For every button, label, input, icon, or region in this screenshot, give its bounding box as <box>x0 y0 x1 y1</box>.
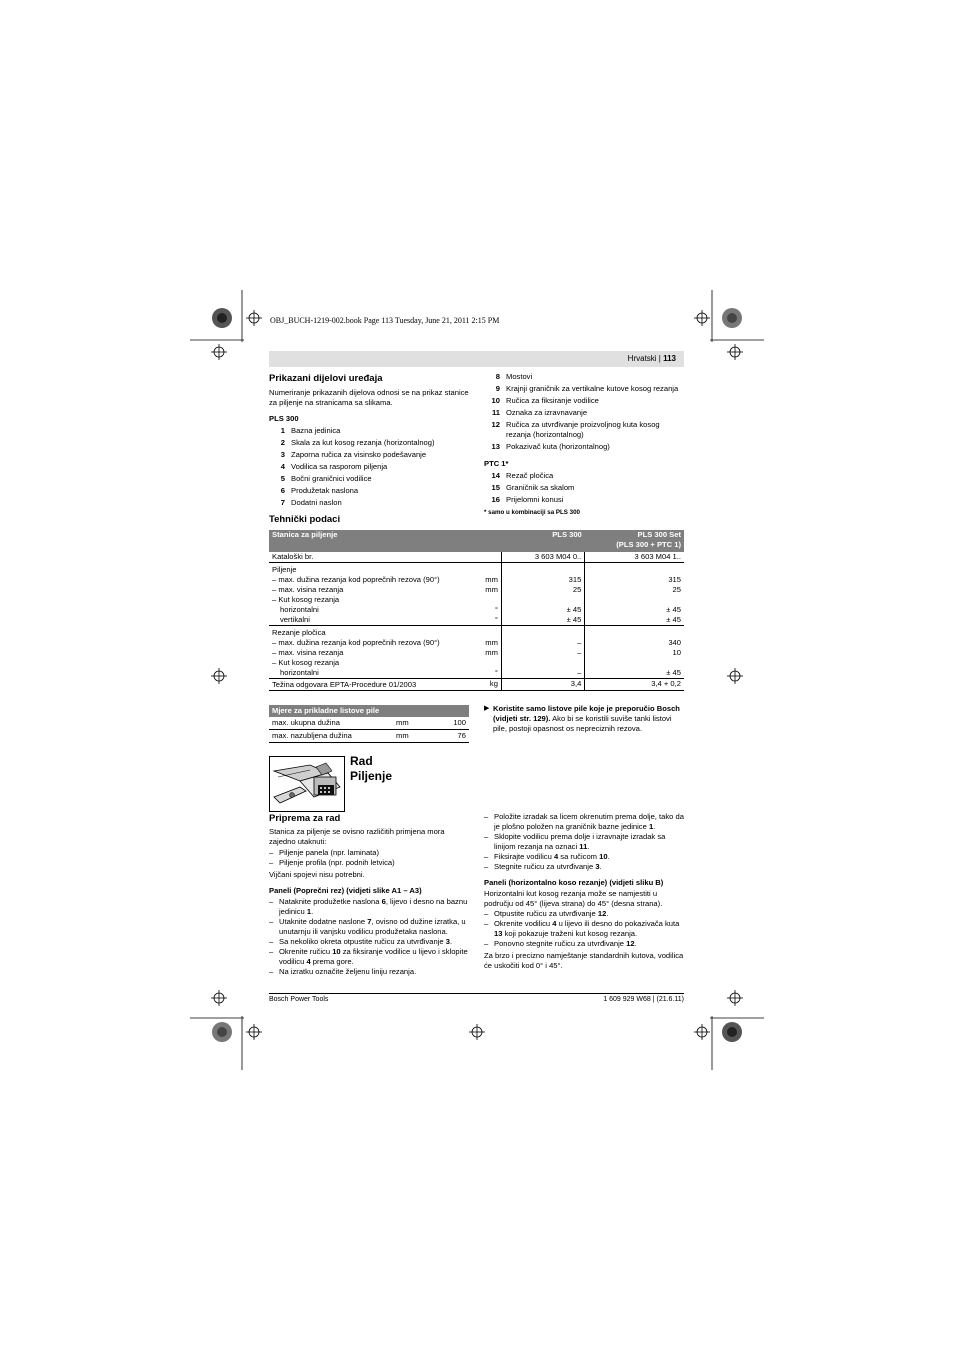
panel-steps <box>269 897 469 977</box>
bevel-closing: Za brzo i precizno namještanje standardnih kutova, vodilica će uskočiti kod 0° i 45°. <box>484 951 684 970</box>
list-item: – Nataknite produžetke naslona 6, lijevo i desno na baznu jedinicu 1. <box>269 897 468 916</box>
parts-intro: Numeriranje prikazanih dijelova odnosi se na prikaz stanice za piljenje na stranicama sa slikama. <box>269 388 469 407</box>
table-row: – max. dužina rezanja kod poprečnih rezova (90°) mm 315 315 <box>269 575 684 585</box>
list-item: 4 Vodilica sa rasporom piljenja <box>280 462 388 471</box>
table-row: Rezanje pločica <box>269 626 684 639</box>
col-header: PLS 300 Set (PLS 300 + PTC 1) <box>585 530 684 552</box>
list-item: 12 Ručica za utvrđivanje proizvoljnog kuta kosog rezanja (horizontalnog) <box>491 420 660 439</box>
section-title <box>350 754 392 784</box>
footer-docnum: 1 609 929 W68 | (21.6.11) <box>603 996 684 1003</box>
file-slug: OBJ_BUCH-1219-002.book Page 113 Tuesday, June 21, 2011 2:15 PM <box>270 316 500 325</box>
pls-heading: PLS 300 <box>269 414 299 423</box>
parts-left <box>269 373 469 510</box>
list-item: – Na izratku označite željenu liniju rezanja. <box>269 967 417 976</box>
page-footer <box>269 993 684 1003</box>
list-item: 11 Oznaka za izravnavanje <box>491 408 588 417</box>
bevel-title: Paneli (horizontalno koso rezanje) (vidjeti sliku B) <box>484 878 664 887</box>
arrow-icon: ▶ <box>484 705 490 712</box>
tech-table <box>269 530 684 691</box>
list-item: 15 Graničnik sa skalom <box>491 483 575 492</box>
list-item: 6 Produžetak naslona <box>280 486 359 495</box>
col-header: Stanica za piljenje <box>269 530 482 552</box>
table-row: Piljenje <box>269 563 684 576</box>
header-separator: | <box>656 354 664 363</box>
footnote: * samo u kombinaciji sa PLS 300 <box>484 509 580 516</box>
list-item: 7 Dodatni naslon <box>280 498 342 507</box>
saw-station-image <box>269 756 345 812</box>
page-header-bar <box>269 351 684 367</box>
table-row: – max. visina rezanja mm 25 25 <box>269 585 684 595</box>
list-item: – Okrenite vodilicu 4 u lijevo ili desno do pokazivača kuta 13 koji pokazuje traženi kut kosog rezanja. <box>484 919 680 938</box>
parts-title: Prikazani dijelovi uređaja <box>269 373 383 384</box>
pls-list-left <box>269 426 469 510</box>
list-item: 5 Bočni graničnici vodilice <box>280 474 372 483</box>
bevel-intro: Horizontalni kut kosog rezanja može se namjestiti u području od 45° (lijeva strana) do 45° (desna strana). <box>484 889 663 908</box>
screws-note: Vijčani spojevi nisu potrebni. <box>269 870 365 879</box>
list-item: – Okrenite ručicu 10 za fiksiranje vodilice u lijevo i sklopite vodilicu 4 prema gore. <box>269 947 468 966</box>
table-row: – max. dužina rezanja kod poprečnih rezova (90°) mm – 340 <box>269 638 684 648</box>
prep-left <box>269 813 469 977</box>
footer-brand: Bosch Power Tools <box>269 996 329 1003</box>
page-header <box>628 354 676 363</box>
col-header: PLS 300 <box>501 530 584 552</box>
table-row: horizontalni ° ± 45 ± 45 <box>269 605 684 615</box>
tech-title: Tehnički podaci <box>269 514 341 525</box>
list-item: – Sklopite vodilicu prema dolje i izravnajte izradak sa linijom rezanja na oznaci 11. <box>484 832 666 851</box>
parts-right <box>484 372 684 516</box>
prep-intro: Stanica za piljenje se ovisno različitih primjena mora zajedno utaknuti: <box>269 827 445 846</box>
list-item: 16 Prijelomni konusi <box>491 495 564 504</box>
ptc-list <box>484 471 684 507</box>
table-row: Kataloški br. 3 603 M04 0.. 3 603 M04 1.. <box>269 552 684 563</box>
blade-table <box>269 705 469 743</box>
list-item: – Sa nekoliko okreta otpustite ručicu za utvrđivanje 3. <box>269 937 453 946</box>
table-row: – Kut kosog rezanja <box>269 658 684 668</box>
section-title-main: Rad <box>350 754 373 768</box>
list-item: 10 Ručica za fiksiranje vodilice <box>491 396 599 405</box>
list-item: 14 Rezač pločica <box>491 471 554 480</box>
ptc-heading: PTC 1* <box>484 459 509 468</box>
page-number: 113 <box>663 354 676 363</box>
list-item: – Fiksirajte vodilicu 4 sa ručicom 10. <box>484 852 610 861</box>
table-row: vertikalni ° ± 45 ± 45 <box>269 615 684 626</box>
list-item: 8 Mostovi <box>495 372 533 381</box>
list-item: 3 Zaporna ručica za visinsko podešavanje <box>280 450 427 459</box>
list-item: – Piljenje panela (npr. laminata) <box>269 848 380 857</box>
col-header: Mjere za prikladne listove pile <box>269 705 469 717</box>
prep-right <box>484 812 684 971</box>
list-item: – Položite izradak sa licem okrenutim prema dolje, tako da je plošno položen na graničnik bazne jedinice 1. <box>484 812 684 831</box>
list-item: – Ponovno stegnite ručicu za utvrđivanje 12. <box>484 939 637 948</box>
blade-note: ▶ Koristite samo listove pile koje je preporučio Bosch (vidjeti str. 129). Ako bi se koristili suviše tanki listovi pile, postoji opasnost os nepreciznih rezova. <box>484 704 680 733</box>
list-item: 2 Skala za kut kosog rezanja (horizontalnog) <box>280 438 435 447</box>
list-item: 9 Krajnji graničnik za vertikalne kutove kosog rezanja <box>495 384 679 393</box>
table-row: horizontalni ° – ± 45 <box>269 668 684 679</box>
table-row: max. nazubljena dužina mm 76 <box>269 730 469 743</box>
header-language: Hrvatski <box>627 354 657 363</box>
table-row: Težina odgovara EPTA-Procedure 01/2003 kg 3,4 3,4 + 0,2 <box>269 679 684 691</box>
list-item: – Utaknite dodatne naslone 7, ovisno od dužine izratka, u unutarnju ili vanjsku vodilicu produžetaka naslona. <box>269 917 466 936</box>
list-item: 13 Pokazivač kuta (horizontalnog) <box>491 442 610 451</box>
prep-title: Priprema za rad <box>269 813 341 824</box>
pls-list-right <box>484 372 684 454</box>
section-title-sub: Piljenje <box>350 769 393 783</box>
panels-title: Paneli (Poprečni rez) (vidjeti slike A1 – A3) <box>269 886 422 895</box>
list-item: – Piljenje profila (npr. podnih letvica) <box>269 858 395 867</box>
table-row: – Kut kosog rezanja <box>269 595 684 605</box>
list-item: – Otpustite ručicu za utvrđivanje 12. <box>484 909 609 918</box>
table-row: max. ukupna dužina mm 100 <box>269 717 469 730</box>
list-item: – Stegnite ručicu za utvrđivanje 3. <box>484 862 602 871</box>
list-item: 1 Bazna jedinica <box>280 426 341 435</box>
table-row: – max. visina rezanja mm – 10 <box>269 648 684 658</box>
